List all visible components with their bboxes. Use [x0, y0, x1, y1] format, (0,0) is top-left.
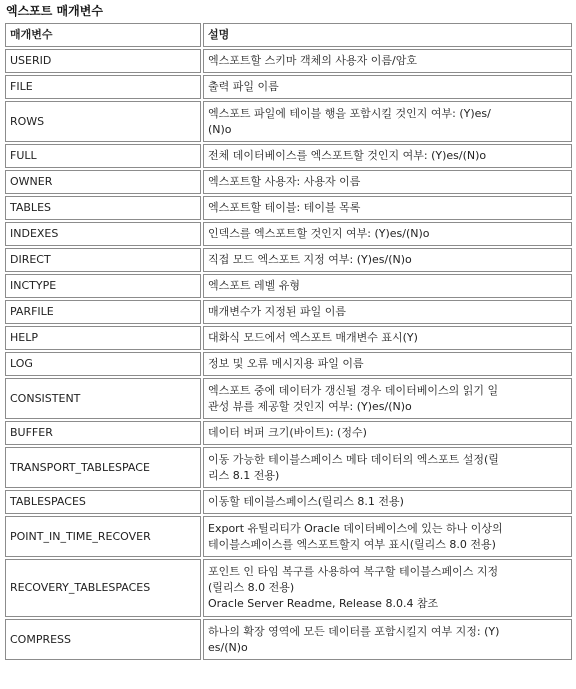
parameter-name-cell: ROWS [5, 101, 201, 142]
description-line: 출력 파일 이름 [208, 80, 279, 93]
parameter-name-cell: HELP [5, 326, 201, 350]
table-row [5, 170, 572, 194]
description-line: 직접 모드 엑스포트 지정 여부: (Y)es/(N)o [208, 253, 412, 266]
table-row [5, 300, 572, 324]
description-cell [203, 619, 572, 660]
parameter-name-cell: USERID [5, 49, 201, 73]
description-line: 포인트 인 타임 복구를 사용하여 복구할 테이블스페이스 지정 [208, 565, 499, 578]
parameter-name-cell: INDEXES [5, 222, 201, 246]
description-line: 이동 가능한 테이블스페이스 메타 데이터의 엑스포트 설정(릴 [208, 452, 499, 466]
description-line: 엑스포트할 테이블: 테이블 목록 [208, 201, 361, 214]
table-row [5, 101, 572, 142]
table-row [5, 75, 572, 99]
description-line: 엑스포트할 사용자: 사용자 이름 [208, 175, 361, 188]
description-line: Oracle Server Readme, Release 8.0.4 참조 [208, 597, 439, 610]
parameter-name-cell: TRANSPORT_TABLESPACE [5, 447, 201, 488]
parameter-name-cell: COMPRESS [5, 619, 201, 660]
description-line: 엑스포트 중에 데이터가 갱신될 경우 데이터베이스의 읽기 일 [208, 383, 499, 397]
description-cell [203, 49, 572, 73]
parameter-name-cell: DIRECT [5, 248, 201, 272]
table-row [5, 144, 572, 168]
description-line: 엑스포트 레벨 유형 [208, 279, 301, 292]
parameter-name-cell: INCTYPE [5, 274, 201, 298]
table-row [5, 49, 572, 73]
parameter-name-cell: TABLES [5, 196, 201, 220]
description-line: (N)o [208, 122, 232, 136]
description-cell [203, 144, 572, 168]
description-line: 하나의 확장 영역에 모든 데이터를 포함시킬지 여부 지정: (Y) [208, 624, 500, 638]
description-cell [203, 559, 572, 617]
description-line: 인덱스를 엑스포트할 것인지 여부: (Y)es/(N)o [208, 227, 430, 240]
description-cell [203, 516, 572, 557]
parameter-name-cell: OWNER [5, 170, 201, 194]
parameter-name-cell: FULL [5, 144, 201, 168]
table-row [5, 352, 572, 376]
description-line: (릴리스 8.0 전용) [208, 581, 295, 594]
parameter-name-cell: BUFFER [5, 421, 201, 445]
description-line: 대화식 모드에서 엑스포트 매개변수 표시(Y) [208, 331, 418, 344]
table-row [5, 447, 572, 488]
column-header-parameter: 매개변수 [5, 23, 201, 47]
table-row [5, 490, 572, 514]
table-row [5, 196, 572, 220]
description-cell [203, 300, 572, 324]
parameter-name-cell: PARFILE [5, 300, 201, 324]
table-row [5, 559, 572, 617]
description-line: es/(N)o [208, 640, 248, 654]
parameter-name-cell: TABLESPACES [5, 490, 201, 514]
table-row [5, 619, 572, 660]
parameter-name-cell: FILE [5, 75, 201, 99]
description-cell [203, 170, 572, 194]
table-row [5, 516, 572, 557]
table-row [5, 274, 572, 298]
description-cell [203, 274, 572, 298]
parameter-name-cell: RECOVERY_TABLESPACES [5, 559, 201, 617]
table-row [5, 222, 572, 246]
table-row [5, 248, 572, 272]
table-row [5, 378, 572, 419]
description-cell [203, 378, 572, 419]
description-line: 이동할 테이블스페이스(릴리스 8.1 전용) [208, 495, 404, 508]
export-parameters-table [3, 21, 574, 662]
description-line: 엑스포트할 스키마 객체의 사용자 이름/암호 [208, 54, 417, 67]
description-line: Export 유틸리티가 Oracle 데이터베이스에 있는 하나 이상의 [208, 521, 503, 535]
column-header-description: 설명 [203, 23, 572, 47]
description-line: 전체 데이터베이스를 엑스포트할 것인지 여부: (Y)es/(N)o [208, 149, 487, 162]
description-line: 엑스포트 파일에 테이블 행을 포함시킬 것인지 여부: (Y)es/ [208, 106, 491, 120]
description-cell [203, 101, 572, 142]
description-cell [203, 326, 572, 350]
description-cell [203, 352, 572, 376]
description-cell [203, 75, 572, 99]
table-header-row [5, 23, 572, 47]
description-cell [203, 222, 572, 246]
description-line: 관성 뷰를 제공할 것인지 여부: (Y)es/(N)o [208, 399, 412, 413]
table-row [5, 326, 572, 350]
description-cell [203, 248, 572, 272]
parameter-name-cell: POINT_IN_TIME_RECOVER [5, 516, 201, 557]
description-line: 리스 8.1 전용) [208, 468, 280, 482]
description-line: 정보 및 오류 메시지용 파일 이름 [208, 357, 364, 370]
page-title: 엑스포트 매개변수 [6, 4, 103, 18]
description-line: 데이터 버퍼 크기(바이트): (정수) [208, 426, 367, 439]
description-cell [203, 421, 572, 445]
parameter-name-cell: CONSISTENT [5, 378, 201, 419]
table-row [5, 421, 572, 445]
description-cell [203, 490, 572, 514]
parameter-name-cell: LOG [5, 352, 201, 376]
description-cell [203, 196, 572, 220]
description-line: 테이블스페이스를 엑스포트할지 여부 표시(릴리스 8.0 전용) [208, 537, 496, 551]
description-cell [203, 447, 572, 488]
description-line: 매개변수가 지정된 파일 이름 [208, 305, 347, 318]
